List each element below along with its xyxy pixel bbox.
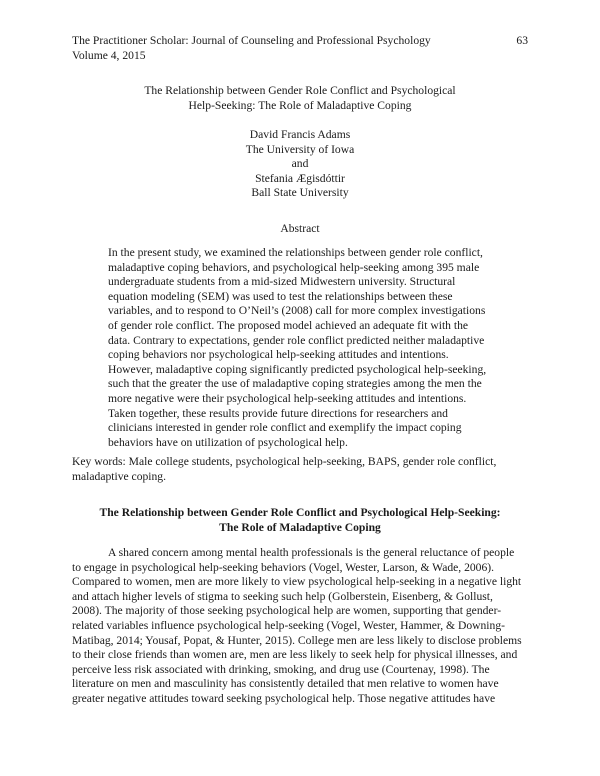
author-block [72, 128, 528, 201]
section-heading-line: The Role of Maladaptive Coping [219, 520, 381, 534]
paragraph-line: perceive less risk associated with drinking, smoking, and drug use (Courtenay, 1998). The [72, 662, 490, 676]
abstract-heading: Abstract [280, 222, 320, 235]
paragraph-line: 2008). The majority of those seeking psychological help are women, supporting that gender- [72, 604, 502, 618]
abstract-line: variables, and to respond to O’Neil’s (2008) call for more complex investigations [108, 304, 486, 318]
page-number: 63 [516, 34, 528, 47]
abstract-line: data. Contrary to expectations, gender role conflict predicted neither maladaptive [108, 333, 485, 347]
paragraph-line: greater negative attitudes toward seeking psychological help. Those negative attitudes have [72, 691, 496, 705]
title-line: Help-Seeking: The Role of Maladaptive Coping [188, 98, 412, 112]
abstract-line: equation modeling (SEM) was used to test the relationships between these [108, 289, 453, 303]
abstract-line: coping behaviors nor psychological help-seeking attitudes and intentions. [108, 348, 449, 362]
paragraph-line: to engage in psychological help-seeking behaviors (Vogel, Wester, Larson, & Wade, 2006). [72, 560, 495, 574]
author-name: Stefania Ægisdóttir [255, 171, 345, 185]
abstract-text [108, 246, 524, 450]
body-paragraph [72, 546, 528, 707]
abstract-line: such that the greater the use of maladaptive coping strategies among the men the [108, 377, 482, 391]
keywords-line: maladaptive coping. [72, 469, 167, 483]
article-title [72, 84, 528, 113]
abstract-line: undergraduate students from a mid-sized Midwestern university. Structural [108, 275, 456, 289]
abstract-line: maladaptive coping behaviors, and psychological help-seeking among 395 male [108, 260, 480, 274]
keywords-line: Key words: Male college students, psychological help-seeking, BAPS, gender role conflict, [72, 455, 497, 468]
abstract-line: In the present study, we examined the relationships between gender role conflict, [108, 246, 483, 259]
author-affiliation: The University of Iowa [245, 142, 355, 156]
paragraph-line: Compared to women, men are more likely to view psychological help-seeking in a negative light [72, 575, 522, 589]
section-heading [72, 506, 528, 535]
paragraph-line: and attach higher levels of stigma to seeking such help (Golberstein, Eisenberg, & Gollust, [72, 589, 493, 603]
volume-info: Volume 4, 2015 [72, 48, 146, 62]
paragraph-line: A shared concern among mental health professionals is the general reluctance of people [108, 546, 515, 559]
journal-name: The Practitioner Scholar: Journal of Counseling and Professional Psychology [72, 34, 431, 47]
author-name: David Francis Adams [249, 128, 351, 141]
paragraph-line: literature on men and masculinity has consistently detailed that men relative to women have [72, 677, 499, 691]
paragraph-line: related variables influence psychological help-seeking (Vogel, Wester, Hammer, & Downing- [72, 618, 505, 632]
abstract-line: clinicians interested in gender role conflict and exemplify the impact coping [108, 421, 462, 435]
abstract-line: behaviors have on utilization of psychological help. [108, 435, 348, 449]
section-heading-line: The Relationship between Gender Role Conflict and Psychological Help-Seeking: [99, 506, 501, 519]
paragraph-line: Matibag, 2014; Yousaf, Popat, & Hunter, 2015). College men are less likely to disclose problems [72, 633, 522, 647]
author-conjunction: and [291, 157, 309, 171]
title-line: The Relationship between Gender Role Conflict and Psychological [144, 84, 456, 97]
abstract-line: Taken together, these results provide future directions for researchers and [108, 406, 448, 420]
author-affiliation: Ball State University [251, 186, 349, 200]
keywords [72, 455, 524, 484]
abstract-line: more negative were their psychological help-seeking attitudes and intentions. [108, 391, 467, 405]
abstract-line: However, maladaptive coping significantly predicted psychological help-seeking, [108, 362, 487, 376]
paragraph-line: to their close friends than women are, men are less likely to seek help for physical illnesses, and [72, 648, 518, 662]
running-header [72, 34, 528, 63]
abstract-line: of gender role conflict. The proposed model achieved an adequate fit with the [108, 318, 469, 332]
